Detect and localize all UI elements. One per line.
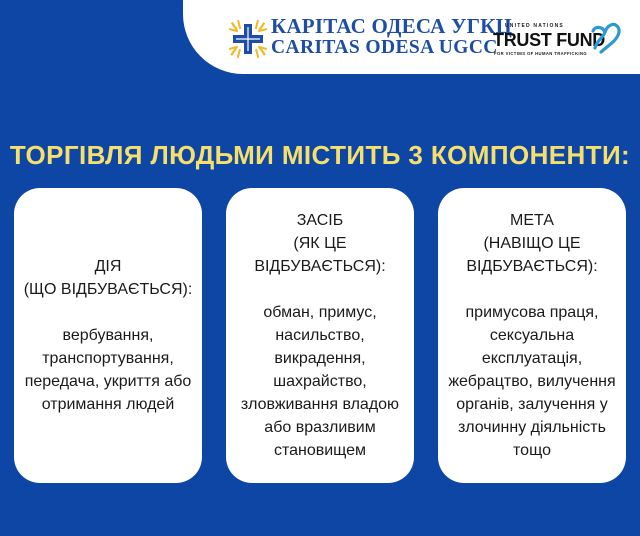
card-heading-line: МЕТА xyxy=(510,212,554,229)
heart-outline-icon xyxy=(587,18,623,54)
card-heading-line: (НАВІЩО ЦЕ xyxy=(483,235,581,252)
card-body-line: транспортування, xyxy=(42,350,174,367)
caritas-name-ukrainian: КАРІТАС ОДЕСА УГКЦ xyxy=(271,14,513,38)
card-body-line: злочинну діяльність xyxy=(458,419,606,436)
trust-fund-logo xyxy=(493,18,633,62)
card-body-line: тощо xyxy=(513,442,551,459)
card-body-line: жебрацтво, вилучення xyxy=(448,373,616,390)
card-heading-line: ВІДБУВАЄТЬСЯ): xyxy=(466,258,598,275)
card-body-line: органів, залучення у xyxy=(456,396,608,413)
card-body-line: примусова праця, xyxy=(465,304,599,321)
component-card-action xyxy=(14,188,202,483)
card-body-line: сексуальна xyxy=(489,327,575,344)
card-heading-line: (ЩО ВІДБУВАЄТЬСЯ): xyxy=(23,281,193,298)
card-body-line: обман, примус, xyxy=(263,304,377,321)
trust-fund-title: TRUST FUND xyxy=(493,30,605,50)
component-card-purpose xyxy=(438,188,626,483)
caritas-cross-sun-icon xyxy=(229,20,267,58)
card-body-line: викрадення, xyxy=(274,350,366,367)
component-card-means xyxy=(226,188,414,483)
card-body-line: або вразливим xyxy=(264,419,376,436)
card-heading-line: (ЯК ЦЕ ВІДБУВАЄТЬСЯ): xyxy=(254,235,386,275)
card-heading-line: ЗАСІБ xyxy=(296,212,344,229)
trust-fund-subtitle: FOR VICTIMS OF HUMAN TRAFFICKING xyxy=(494,51,588,56)
caritas-logo-text xyxy=(271,14,513,58)
card-body-line: насильство, xyxy=(275,327,365,344)
card-body-line: становищем xyxy=(273,442,367,459)
trust-fund-org: UNITED NATIONS xyxy=(505,23,564,29)
header-panel xyxy=(183,0,640,74)
card-heading-line: ДІЯ xyxy=(94,258,122,275)
page-title: ТОРГІВЛЯ ЛЮДЬМИ МІСТИТЬ 3 КОМПОНЕНТИ: xyxy=(9,140,631,170)
caritas-name-latin: CARITAS ODESA UGCC xyxy=(271,37,498,58)
card-body-line: вербування, xyxy=(62,327,154,344)
card-body-line: передача, укриття або xyxy=(24,373,192,390)
card-body-line: зловживання владою xyxy=(240,396,400,413)
card-body-line: шахрайство, xyxy=(273,373,367,390)
card-body-line: експлуатація, xyxy=(481,350,583,367)
card-body-line: отримання людей xyxy=(41,396,175,413)
